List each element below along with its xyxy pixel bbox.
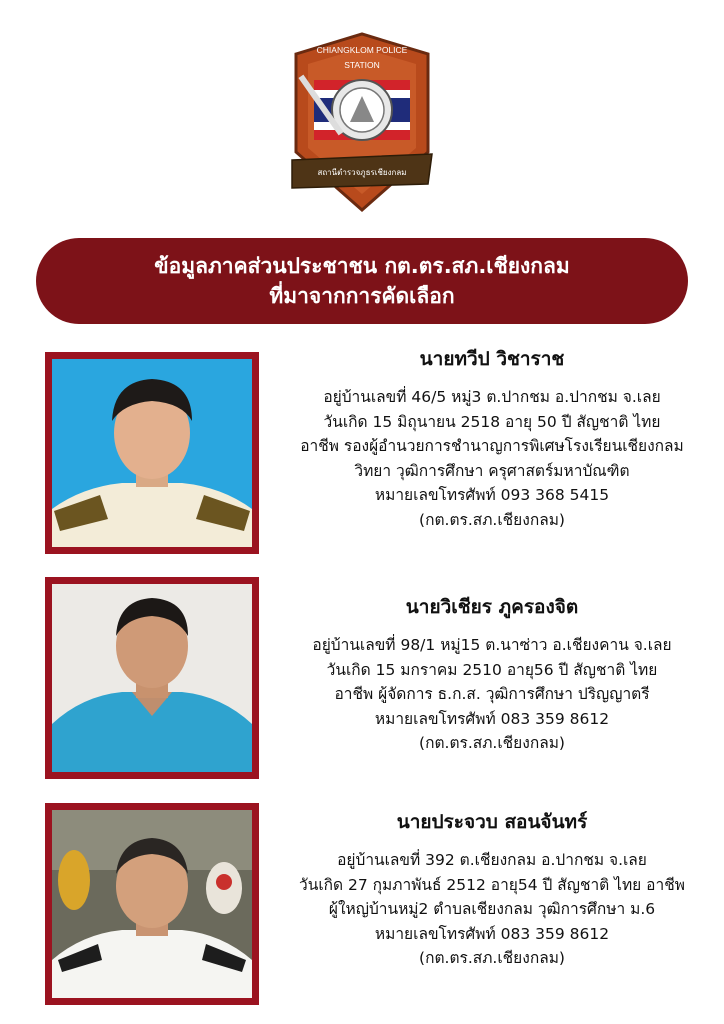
person-info-3: [266, 808, 718, 971]
title-banner: [36, 238, 688, 324]
person-name: นายทวีป วิชาราช: [419, 348, 565, 370]
logo-ribbon-text: สถานีตำรวจภูธรเชียงกลม: [317, 168, 407, 177]
person-detail: ผู้ใหญ่บ้านหมู่2 ตำบลเชียงกลม วุฒิการศึกษา ม.6: [328, 900, 656, 918]
person-name: นายวิเชียร ภูครองจิต: [405, 596, 579, 618]
logo-top-text-2: STATION: [344, 60, 380, 70]
person-detail: หมายเลขโทรศัพท์ 083 359 8612: [374, 709, 610, 728]
person-detail: หมายเลขโทรศัพท์ 093 368 5415: [374, 486, 610, 504]
person-detail: หมายเลขโทรศัพท์ 083 359 8612: [374, 924, 610, 943]
person-detail: อยู่บ้านเลขที่ 46/5 หมู่3 ต.ปากชม อ.ปากชม จ.เลย: [323, 388, 661, 406]
person-detail: วันเกิด 15 มิถุนายน 2518 อายุ 50 ปี สัญชาติ ไทย: [323, 412, 661, 431]
person-photo-2: [45, 577, 259, 779]
person-photo-1: [45, 352, 259, 554]
person-info-1: [266, 345, 718, 532]
banner-line-2: ที่มาจากการคัดเลือก: [269, 284, 455, 308]
person-detail: อาชีพ ผู้จัดการ ธ.ก.ส. วุฒิการศึกษา ปริญญาตรี: [334, 685, 650, 703]
person-info-2: [266, 593, 718, 756]
person-detail: (กต.ตร.สภ.เชียงกลม): [419, 949, 565, 967]
person-name: นายประจวบ สอนจันทร์: [396, 811, 588, 833]
person-detail: (กต.ตร.สภ.เชียงกลม): [419, 734, 565, 752]
police-station-logo: [288, 32, 436, 214]
person-detail: (กต.ตร.สภ.เชียงกลม): [419, 510, 565, 529]
logo-top-text-1: CHIANGKLOM POLICE: [316, 45, 408, 55]
person-detail: วันเกิด 27 กุมภาพันธ์ 2512 อายุ54 ปี สัญชาติ ไทย อาชีพ: [299, 875, 685, 894]
person-detail: วันเกิด 15 มกราคม 2510 อายุ56 ปี สัญชาติ ไทย: [326, 660, 658, 679]
person-detail: อยู่บ้านเลขที่ 392 ต.เชียงกลม อ.ปากชม จ.เลย: [337, 851, 647, 869]
banner-line-1: ข้อมูลภาคส่วนประชาชน กต.ตร.สภ.เชียงกลม: [154, 254, 570, 278]
person-photo-3: [45, 803, 259, 1005]
person-detail: อยู่บ้านเลขที่ 98/1 หมู่15 ต.นาซ่าว อ.เชียงคาน จ.เลย: [312, 636, 672, 654]
person-detail: วิทยา วุฒิการศึกษา ครุศาสตร์มหาบัณฑิต: [354, 461, 630, 480]
person-detail: อาชีพ รองผู้อำนวยการชำนาญการพิเศษโรงเรียนเชียงกลม: [300, 437, 684, 455]
